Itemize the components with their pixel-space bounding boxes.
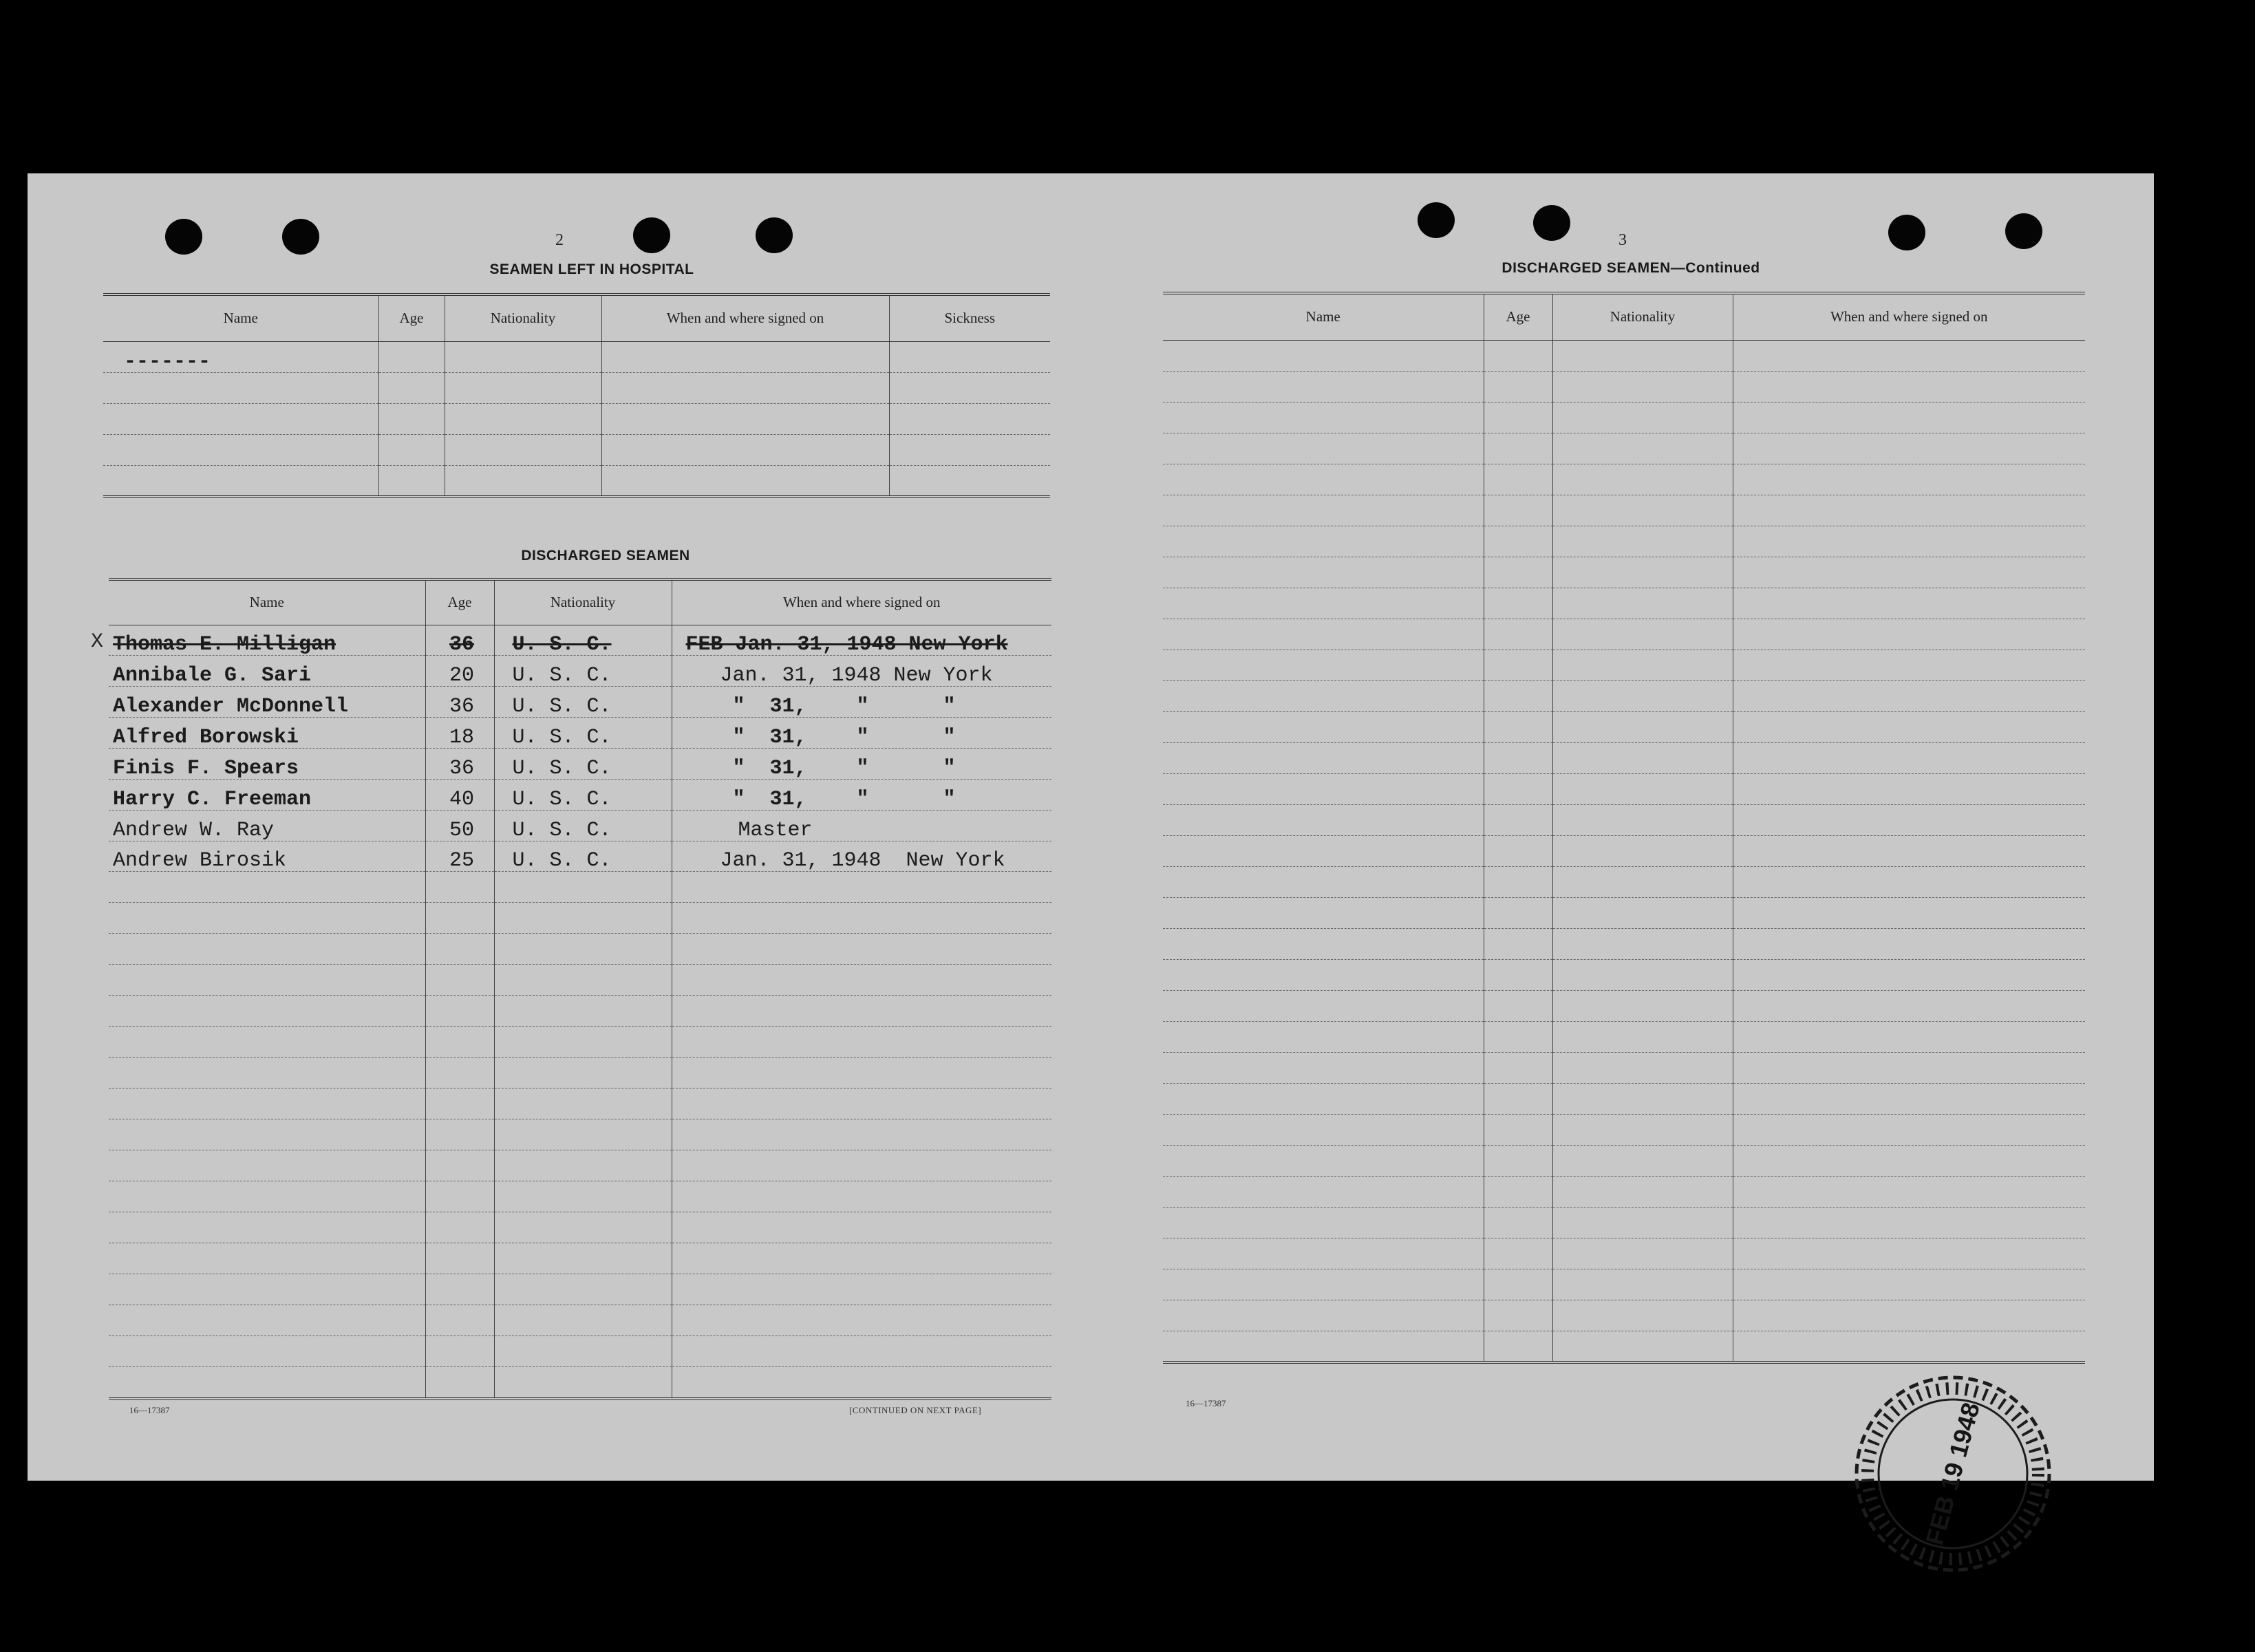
seaman-signed-on: Master [672, 810, 1051, 841]
discharged-continued-table [1163, 292, 2085, 1364]
seaman-age: 20 [425, 655, 494, 686]
header-nationality: Nationality [445, 294, 601, 341]
continued-note: [CONTINUED ON NEXT PAGE] [849, 1405, 982, 1415]
seaman-nationality: U. S. C. [494, 655, 672, 686]
form-number: 16—17387 [1186, 1398, 1226, 1408]
table-row [109, 686, 1051, 717]
seaman-signed-on: " 31, " " [672, 686, 1051, 717]
table-row [109, 748, 1051, 779]
stamp-date: FEB 19 1948 [1920, 1399, 1985, 1548]
seaman-age: 40 [425, 779, 494, 810]
discharged-table [109, 578, 1051, 1400]
discharged-continued-title: DISCHARGED SEAMEN—Continued [1501, 260, 1760, 276]
seaman-nationality: U. S. C. [494, 717, 672, 748]
seaman-age: 18 [425, 717, 494, 748]
hospital-section-title: SEAMEN LEFT IN HOSPITAL [489, 261, 694, 277]
header-age: Age [1484, 293, 1552, 340]
punch-hole [2005, 213, 2042, 249]
header-name: Name [109, 579, 425, 625]
seaman-name: Alexander McDonnell [109, 686, 425, 717]
seaman-age: 36 [425, 748, 494, 779]
punch-hole [165, 219, 202, 255]
seaman-nationality: U. S. C. [494, 748, 672, 779]
header-nationality: Nationality [1552, 293, 1733, 340]
header-age: Age [425, 579, 494, 625]
seaman-name: Thomas E. Milligan [109, 625, 425, 655]
header-signed-on: When and where signed on [672, 579, 1051, 625]
seaman-signed-on: " 31, " " [672, 779, 1051, 810]
table-row [109, 717, 1051, 748]
table-row [109, 625, 1051, 655]
header-name: Name [1163, 293, 1484, 340]
seaman-nationality: U. S. C. [494, 625, 672, 655]
seaman-name: Andrew W. Ray [109, 810, 425, 841]
seaman-age: 25 [425, 841, 494, 871]
seaman-age: 36 [425, 625, 494, 655]
form-number: 16—17387 [129, 1405, 170, 1415]
seaman-signed-on: Jan. 31, 1948 New York [672, 841, 1051, 871]
header-signed-on: When and where signed on [601, 294, 889, 341]
table-row [109, 810, 1051, 841]
seaman-nationality: U. S. C. [494, 810, 672, 841]
header-sickness: Sickness [889, 294, 1050, 341]
header-age: Age [378, 294, 445, 341]
manifest-sheet [28, 173, 2154, 1548]
seaman-signed-on: Jan. 31, 1948 New York [672, 655, 1051, 686]
seaman-name: Annibale G. Sari [109, 655, 425, 686]
seaman-age: 50 [425, 810, 494, 841]
seaman-nationality: U. S. C. [494, 686, 672, 717]
punch-hole [1533, 205, 1570, 241]
table-row [109, 779, 1051, 810]
seaman-signed-on: " 31, " " [672, 717, 1051, 748]
page-number: 2 [555, 231, 564, 249]
seaman-signed-on: FEB Jan. 31, 1948 New York [672, 625, 1051, 655]
page-number: 3 [1618, 231, 1627, 249]
header-name: Name [103, 294, 378, 341]
punch-hole [1888, 215, 1925, 250]
punch-hole [756, 217, 793, 253]
seaman-age: 36 [425, 686, 494, 717]
punch-hole [282, 219, 319, 255]
header-nationality: Nationality [494, 579, 672, 625]
punch-hole [1418, 202, 1455, 238]
table-row [109, 841, 1051, 871]
hospital-table [103, 293, 1050, 498]
seaman-name: Andrew Birosik [109, 841, 425, 871]
seaman-nationality: U. S. C. [494, 779, 672, 810]
seaman-name: Alfred Borowski [109, 717, 425, 748]
header-signed-on: When and where signed on [1733, 293, 2085, 340]
seaman-signed-on: " 31, " " [672, 748, 1051, 779]
seaman-name: Harry C. Freeman [109, 779, 425, 810]
discharged-section-title: DISCHARGED SEAMEN [521, 548, 690, 564]
immigration-stamp [1843, 1371, 2063, 1577]
table-row [109, 655, 1051, 686]
seaman-nationality: U. S. C. [494, 841, 672, 871]
punch-hole [633, 217, 670, 253]
hospital-entry: ------- [103, 341, 378, 372]
strike-mark: X [91, 630, 104, 654]
seaman-name: Finis F. Spears [109, 748, 425, 779]
